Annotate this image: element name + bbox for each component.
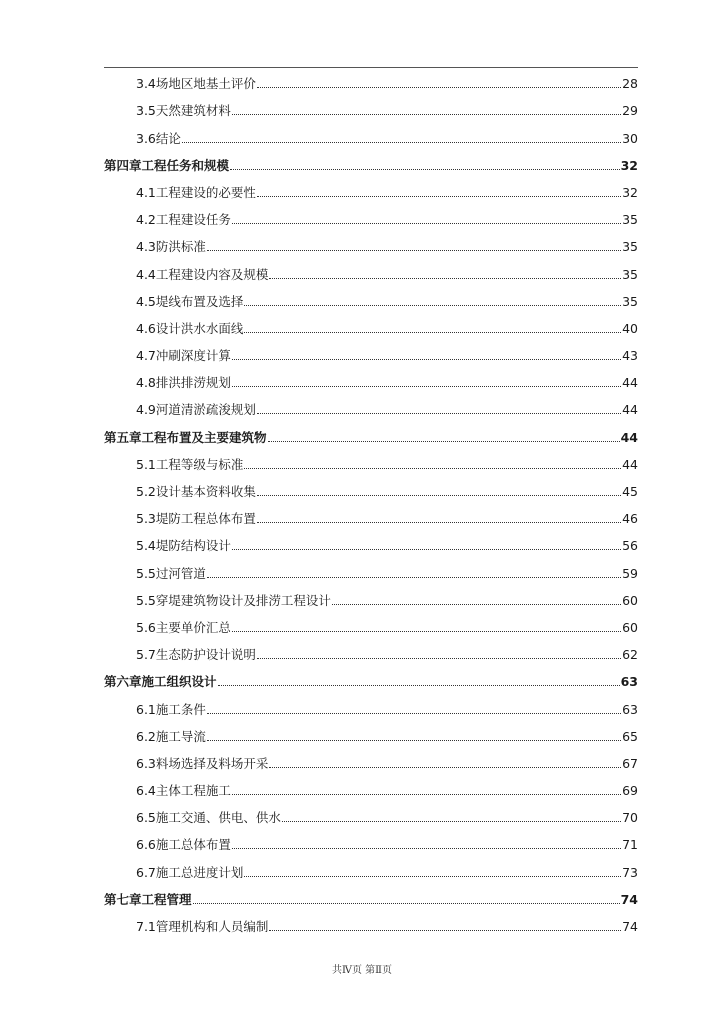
toc-page-number: 60 <box>622 592 638 608</box>
toc-section-entry[interactable] <box>104 340 638 367</box>
toc-entry-number: 5.5 <box>136 565 156 581</box>
toc-page-number: 74 <box>620 891 638 907</box>
toc-entry-title: 第四章工程任务和规模 <box>104 157 230 173</box>
toc-entry-title: 堤防结构设计 <box>155 538 231 554</box>
toc-entry-number: 4.6 <box>136 320 156 336</box>
toc-entry-number: 3.6 <box>136 130 156 146</box>
toc-section-entry[interactable] <box>104 313 638 340</box>
toc-page-number: 62 <box>622 647 638 663</box>
toc-page-number: 44 <box>620 429 638 445</box>
toc-chapter-entry[interactable] <box>104 666 638 693</box>
toc-entry-title: 管理机构和人员编制 <box>155 919 269 934</box>
toc-entry-title: 河道清淤疏浚规划 <box>155 402 256 418</box>
dot-leader <box>257 522 621 523</box>
toc-entry-label <box>136 730 206 744</box>
dot-leader <box>269 930 621 931</box>
toc-entry-label <box>136 757 268 771</box>
dot-leader <box>257 495 621 496</box>
toc-page-number: 73 <box>622 864 638 880</box>
toc-entry-label <box>136 866 243 880</box>
toc-entry-label <box>136 567 206 581</box>
toc-entry-label <box>136 349 231 363</box>
dot-leader <box>207 740 621 741</box>
toc-entry-label <box>136 376 231 390</box>
toc-entry-title: 施工导流 <box>155 728 206 744</box>
toc-page-number: 60 <box>622 619 638 635</box>
toc-entry-number: 5.4 <box>136 538 156 554</box>
dot-leader <box>244 876 621 877</box>
toc-page-number: 46 <box>622 511 638 527</box>
toc-page-number: 35 <box>622 212 638 228</box>
toc-section-entry[interactable] <box>104 557 638 584</box>
toc-entry-number: 7.1 <box>136 919 156 934</box>
dot-leader <box>232 359 621 360</box>
toc-section-entry[interactable] <box>104 530 638 557</box>
toc-page-number: 70 <box>622 810 638 826</box>
toc-entry-title: 施工总进度计划 <box>155 864 244 880</box>
toc-entry-title: 第五章工程布置及主要建筑物 <box>104 429 267 445</box>
toc-entry-title: 过河管道 <box>155 565 206 581</box>
toc-entry-number: 4.3 <box>136 239 156 255</box>
toc-page-number: 43 <box>622 348 638 364</box>
toc-entry-label <box>136 703 206 717</box>
toc-entry-number: 4.8 <box>136 375 156 391</box>
toc-entry-title: 工程建设任务 <box>155 212 231 228</box>
toc-entry-number: 5.3 <box>136 511 156 527</box>
dot-leader <box>269 767 621 768</box>
toc-entry-title: 第七章工程管理 <box>104 891 192 907</box>
toc-section-entry[interactable] <box>104 204 638 231</box>
toc-entry-label <box>104 893 192 907</box>
toc-entry-title: 防洪标准 <box>155 239 206 255</box>
toc-entry-number: 6.1 <box>136 701 156 717</box>
toc-entry-label <box>136 322 243 336</box>
toc-entry-label <box>104 431 267 445</box>
dot-leader <box>269 278 621 279</box>
toc-section-entry[interactable] <box>104 68 638 95</box>
toc-entry-title: 结论 <box>155 130 181 146</box>
toc-page-number: 35 <box>622 266 638 282</box>
toc-entry-title: 堤线布置及选择 <box>155 293 244 309</box>
dot-leader <box>282 821 621 822</box>
toc-section-entry[interactable] <box>104 286 638 313</box>
dot-leader <box>244 305 621 306</box>
toc-entry-number: 6.5 <box>136 810 156 826</box>
toc-section-entry[interactable] <box>104 911 638 938</box>
toc-section-entry[interactable] <box>104 394 638 421</box>
dot-leader <box>232 794 621 795</box>
dot-leader <box>332 604 621 605</box>
toc-entry-title: 穿堤建筑物设计及排涝工程设计 <box>155 592 331 608</box>
toc-entry-label <box>136 539 231 553</box>
toc-page-number: 40 <box>622 320 638 336</box>
toc-entry-title: 天然建筑材料 <box>155 103 231 119</box>
toc-page-number: 63 <box>620 674 638 690</box>
toc-entry-label <box>136 132 181 146</box>
toc-entry-label <box>136 784 231 798</box>
toc-entry-title: 料场选择及料场开采 <box>155 755 269 771</box>
toc-section-entry[interactable] <box>104 775 638 802</box>
toc-page-number: 45 <box>622 484 638 499</box>
toc-entry-number: 4.9 <box>136 402 156 418</box>
toc-page-number: 44 <box>622 402 638 418</box>
toc-entry-label <box>136 104 231 118</box>
dot-leader <box>232 631 621 632</box>
toc-entry-title: 冲刷深度计算 <box>155 348 231 364</box>
toc-entry-number: 4.4 <box>136 266 156 282</box>
toc-page-number: 63 <box>622 701 638 717</box>
toc-page-number: 71 <box>622 837 638 853</box>
toc-section-entry[interactable] <box>104 721 638 748</box>
dot-leader <box>232 223 621 224</box>
toc-entry-number: 6.7 <box>136 864 156 880</box>
toc-entry-number: 4.2 <box>136 212 156 228</box>
dot-leader <box>244 468 621 469</box>
toc-entry-title: 设计洪水水面线 <box>155 320 244 336</box>
toc-page-number: 30 <box>622 130 638 146</box>
toc-entry-label <box>136 213 231 227</box>
toc-entry-title: 工程等级与标准 <box>155 456 244 472</box>
toc-entry-label <box>104 159 229 173</box>
dot-leader <box>230 169 620 170</box>
toc-entry-label <box>136 403 256 417</box>
toc-entry-number: 6.3 <box>136 755 156 771</box>
toc-entry-number: 6.4 <box>136 783 156 799</box>
dot-leader <box>218 685 620 686</box>
toc-entry-number: 5.2 <box>136 484 156 499</box>
toc-entry-title: 工程建设的必要性 <box>155 184 256 200</box>
toc-entry-label <box>136 240 206 254</box>
dot-leader <box>257 196 621 197</box>
toc-entry-label <box>136 186 256 200</box>
toc-entry-label <box>136 295 243 309</box>
toc-entry-number: 6.2 <box>136 728 156 744</box>
toc-entry-number: 3.5 <box>136 103 156 119</box>
toc-entry-label <box>136 594 331 608</box>
page-footer: 共Ⅳ页 第Ⅱ页 <box>332 965 392 976</box>
dot-leader <box>268 441 620 442</box>
toc-section-entry[interactable] <box>104 177 638 204</box>
toc-chapter-entry[interactable] <box>104 421 638 448</box>
toc-entry-title: 生态防护设计说明 <box>155 647 256 663</box>
toc-chapter-entry[interactable] <box>104 884 638 911</box>
toc-entry-title: 堤防工程总体布置 <box>155 511 256 527</box>
toc-entry-title: 设计基本资料收集 <box>155 484 256 499</box>
toc-entry-number: 3.4 <box>136 76 156 92</box>
toc-page-number: 32 <box>622 184 638 200</box>
toc-page-number: 44 <box>622 456 638 472</box>
dot-leader <box>207 577 621 578</box>
dot-leader <box>257 413 621 414</box>
dot-leader <box>244 332 621 333</box>
toc-entry-label <box>136 268 268 282</box>
toc-page-number: 44 <box>622 375 638 391</box>
toc-page-number: 69 <box>622 783 638 799</box>
toc-section-entry[interactable] <box>104 95 638 122</box>
toc-page-number: 59 <box>622 565 638 581</box>
toc-entry-number: 4.7 <box>136 348 156 364</box>
toc-section-entry[interactable] <box>104 449 638 476</box>
toc-chapter-entry[interactable] <box>104 150 638 177</box>
toc-entry-title: 施工总体布置 <box>155 837 231 853</box>
toc-section-entry[interactable] <box>104 829 638 856</box>
toc-section-entry[interactable] <box>104 258 638 285</box>
toc-section-entry[interactable] <box>104 122 638 149</box>
toc-entry-label <box>136 648 256 662</box>
toc-section-entry[interactable] <box>104 503 638 530</box>
toc-entry-title: 场地区地基土评价 <box>155 76 256 92</box>
toc-entry-number: 5.5 <box>136 592 156 608</box>
toc-section-entry[interactable] <box>104 476 638 503</box>
toc-entry-title: 主要单价汇总 <box>155 619 231 635</box>
toc-section-entry[interactable] <box>104 612 638 639</box>
dot-leader <box>257 87 621 88</box>
toc-page-number: 56 <box>622 538 638 554</box>
toc-entry-number: 6.6 <box>136 837 156 853</box>
toc-section-entry[interactable] <box>104 231 638 258</box>
table-of-contents <box>104 68 638 938</box>
toc-entry-title: 排洪排涝规划 <box>155 375 231 391</box>
toc-entry-title: 工程建设内容及规模 <box>155 266 269 282</box>
toc-entry-title: 施工交通、供电、供水 <box>155 810 281 826</box>
toc-section-entry[interactable] <box>104 856 638 883</box>
dot-leader <box>193 903 620 904</box>
toc-entry-number: 5.6 <box>136 619 156 635</box>
toc-entry-label <box>136 512 256 526</box>
toc-entry-title: 施工条件 <box>155 701 206 717</box>
dot-leader <box>232 848 621 849</box>
toc-page-number: 74 <box>622 919 638 934</box>
toc-page-number: 65 <box>622 728 638 744</box>
toc-entry-label <box>104 675 217 689</box>
toc-section-entry[interactable] <box>104 802 638 829</box>
toc-entry-label <box>136 485 256 499</box>
dot-leader <box>182 142 621 143</box>
toc-page-number: 29 <box>622 103 638 119</box>
toc-entry-number: 5.1 <box>136 456 156 472</box>
toc-entry-number: 4.1 <box>136 184 156 200</box>
dot-leader <box>257 658 621 659</box>
toc-page-number: 28 <box>622 76 638 92</box>
toc-page-number: 67 <box>622 755 638 771</box>
dot-leader <box>232 549 621 550</box>
toc-entry-label <box>136 77 256 91</box>
toc-entry-label <box>136 621 231 635</box>
dot-leader <box>232 386 621 387</box>
dot-leader <box>207 250 621 251</box>
toc-section-entry[interactable] <box>104 585 638 612</box>
dot-leader <box>207 713 621 714</box>
toc-entry-label <box>136 458 243 472</box>
toc-entry-label <box>136 838 231 852</box>
toc-section-entry[interactable] <box>104 693 638 720</box>
toc-section-entry[interactable] <box>104 639 638 666</box>
toc-section-entry[interactable] <box>104 367 638 394</box>
toc-section-entry[interactable] <box>104 748 638 775</box>
toc-entry-number: 5.7 <box>136 647 156 663</box>
toc-entry-label <box>136 920 268 934</box>
toc-page-number: 35 <box>622 293 638 309</box>
toc-page-number: 35 <box>622 239 638 255</box>
toc-page-number: 32 <box>620 157 638 173</box>
dot-leader <box>232 114 621 115</box>
toc-entry-label <box>136 811 281 825</box>
toc-entry-title: 第六章施工组织设计 <box>104 674 217 690</box>
toc-entry-title: 主体工程施工 <box>155 783 231 799</box>
toc-entry-number: 4.5 <box>136 293 156 309</box>
